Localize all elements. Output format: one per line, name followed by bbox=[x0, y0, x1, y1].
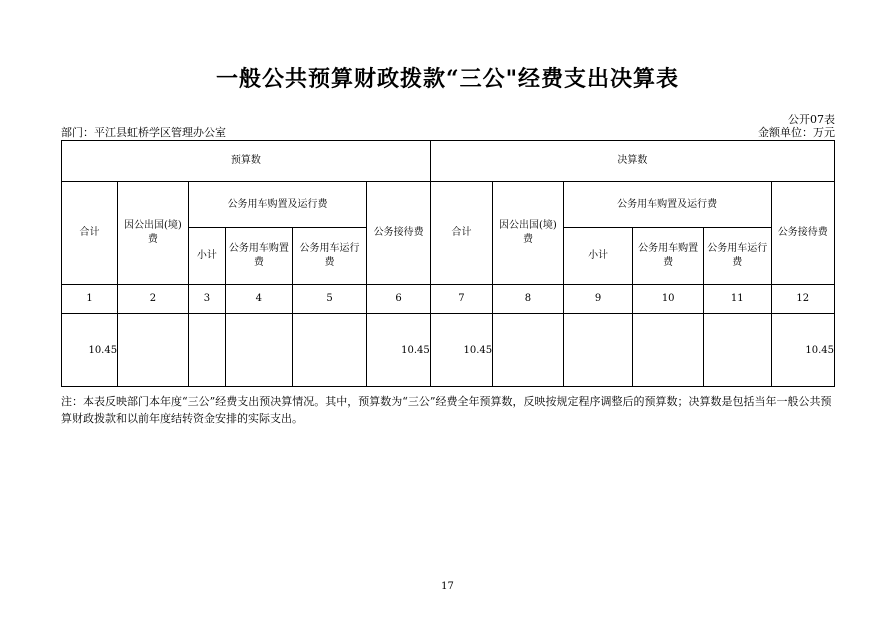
header-budget-group: 预算数 bbox=[62, 141, 431, 182]
value-budget-total: 10.45 bbox=[62, 314, 118, 387]
header-budget-total: 合计 bbox=[62, 182, 118, 285]
value-final-abroad bbox=[493, 314, 564, 387]
header-budget-vehicle-purchase: 公务用车购置费 bbox=[226, 228, 292, 285]
header-final-vehicle-operation: 公务用车运行费 bbox=[704, 228, 772, 285]
column-number-row bbox=[62, 285, 835, 314]
column-number: 8 bbox=[493, 285, 564, 314]
value-final-total: 10.45 bbox=[430, 314, 492, 387]
table-row bbox=[62, 314, 835, 387]
value-budget-abroad bbox=[118, 314, 189, 387]
value-budget-vehicle-operation bbox=[292, 314, 367, 387]
column-number: 10 bbox=[633, 285, 704, 314]
header-final-total: 合计 bbox=[430, 182, 492, 285]
page-number: 17 bbox=[441, 581, 454, 592]
column-number: 1 bbox=[62, 285, 118, 314]
form-number: 公开07表 bbox=[788, 113, 835, 126]
department-label: 部门：平江县虹桥学区管理办公室 bbox=[61, 126, 226, 139]
column-number: 3 bbox=[188, 285, 225, 314]
header-budget-vehicle-operation: 公务用车运行费 bbox=[292, 228, 367, 285]
table-note: 注：本表反映部门本年度“三公”经费支出预决算情况。其中，预算数为“三公”经费全年预算数，反映按规定程序调整后的预算数；决算数是包括当年一般公共预算财政拨款和以前年度结转资金安排的实际支出。 bbox=[61, 395, 832, 425]
header-budget-reception: 公务接待费 bbox=[367, 182, 430, 285]
value-budget-vehicle-subtotal bbox=[188, 314, 225, 387]
value-budget-reception: 10.45 bbox=[367, 314, 430, 387]
amount-unit-label: 金额单位：万元 bbox=[758, 126, 835, 139]
value-final-vehicle-subtotal bbox=[563, 314, 633, 387]
value-budget-vehicle-purchase bbox=[226, 314, 292, 387]
header-budget-abroad: 因公出国(境)费 bbox=[118, 182, 189, 285]
header-final-vehicle-subtotal: 小计 bbox=[563, 228, 633, 285]
column-number: 11 bbox=[704, 285, 772, 314]
value-final-vehicle-purchase bbox=[633, 314, 704, 387]
column-number: 2 bbox=[118, 285, 189, 314]
header-budget-vehicle: 公务用车购置及运行费 bbox=[188, 182, 367, 228]
column-number: 5 bbox=[292, 285, 367, 314]
value-final-reception: 10.45 bbox=[771, 314, 834, 387]
header-final-group: 决算数 bbox=[430, 141, 834, 182]
header-final-vehicle-purchase: 公务用车购置费 bbox=[633, 228, 704, 285]
header-final-reception: 公务接待费 bbox=[771, 182, 834, 285]
expenditure-table bbox=[61, 140, 835, 387]
column-number: 7 bbox=[430, 285, 492, 314]
column-number: 4 bbox=[226, 285, 292, 314]
header-final-vehicle: 公务用车购置及运行费 bbox=[563, 182, 771, 228]
header-budget-vehicle-subtotal: 小计 bbox=[188, 228, 225, 285]
column-number: 6 bbox=[367, 285, 430, 314]
page-title: 一般公共预算财政拨款“三公"经费支出决算表 bbox=[215, 66, 680, 92]
column-number: 12 bbox=[771, 285, 834, 314]
header-final-abroad: 因公出国(境)费 bbox=[493, 182, 564, 285]
column-number: 9 bbox=[563, 285, 633, 314]
value-final-vehicle-operation bbox=[704, 314, 772, 387]
